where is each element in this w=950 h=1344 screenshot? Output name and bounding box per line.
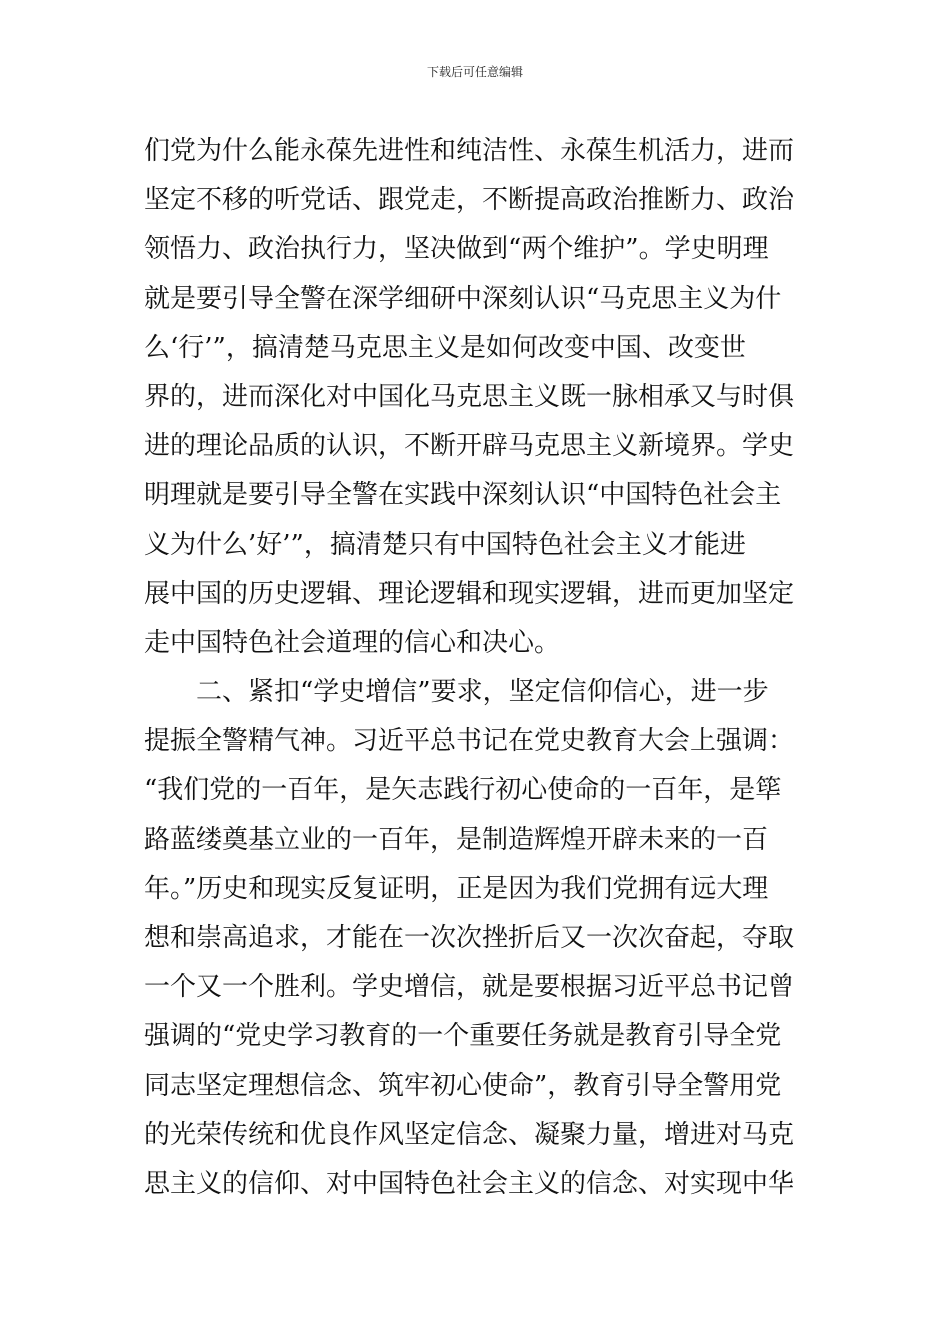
- text-line: 路蓝缕奠基立业的一百年，是制造辉煌开辟未来的一百: [144, 824, 769, 855]
- text-line: 提振全警精气神。习近平总书记在党史教育大会上强调：: [144, 726, 795, 757]
- text-line: 进的理论品质的认识，不断开辟马克思主义新境界。学史: [144, 431, 795, 462]
- text-line: 走中国特色社会道理的信心和决心。: [144, 627, 561, 658]
- text-line: 界的，进而深化对中国化马克思主义既一脉相承又与时俱: [144, 381, 795, 412]
- text-line: 展中国的历史逻辑、理论逻辑和现实逻辑，进而更加坚定: [144, 578, 795, 609]
- text-line: 年。”历史和现实反复证明，正是因为我们党拥有远大理: [144, 873, 769, 904]
- text-line: 就是要引导全警在深学细研中深刻认识“马克思主义为什: [144, 283, 782, 314]
- page-header: 下载后可任意编辑: [426, 65, 523, 79]
- text-line: “我们党的一百年，是矢志践行初心使命的一百年，是筚: [144, 775, 782, 806]
- text-line: 一个又一个胜利。学史增信，就是要根据习近平总书记曾: [144, 972, 795, 1003]
- text-line: 同志坚定理想信念、筑牢初心使命”，教育引导全警用党: [144, 1070, 782, 1101]
- text-line: 领悟力、政治执行力，坚决做到“两个维护”。学史明理: [144, 234, 769, 265]
- text-line: 二、紧扣“学史增信”要求，坚定信仰信心，进一步: [196, 677, 769, 708]
- text-line: 么‘行’”，搞清楚马克思主义是如何改变中国、改变世: [144, 332, 746, 363]
- text-line: 坚定不移的听党话、跟党走，不断提高政治推断力、政治: [144, 185, 795, 216]
- text-line: 们党为什么能永葆先进性和纯洁性、永葆生机活力，进而: [144, 136, 795, 166]
- body-text: [144, 127, 816, 1209]
- text-line: 思主义的信仰、对中国特色社会主义的信念、对实现中华: [144, 1168, 795, 1199]
- text-line: 强调的“党史学习教育的一个重要任务就是教育引导全党: [144, 1021, 782, 1052]
- text-line: 想和崇高追求，才能在一次次挫折后又一次次奋起，夺取: [144, 923, 795, 953]
- text-line: 的光荣传统和优良作风坚定信念、凝聚力量，增进对马克: [144, 1119, 795, 1150]
- text-line: 义为什么’好’”，搞清楚只有中国特色社会主义才能进: [144, 529, 746, 560]
- text-line: 明理就是要引导全警在实践中深刻认识“中国特色社会主: [144, 480, 782, 511]
